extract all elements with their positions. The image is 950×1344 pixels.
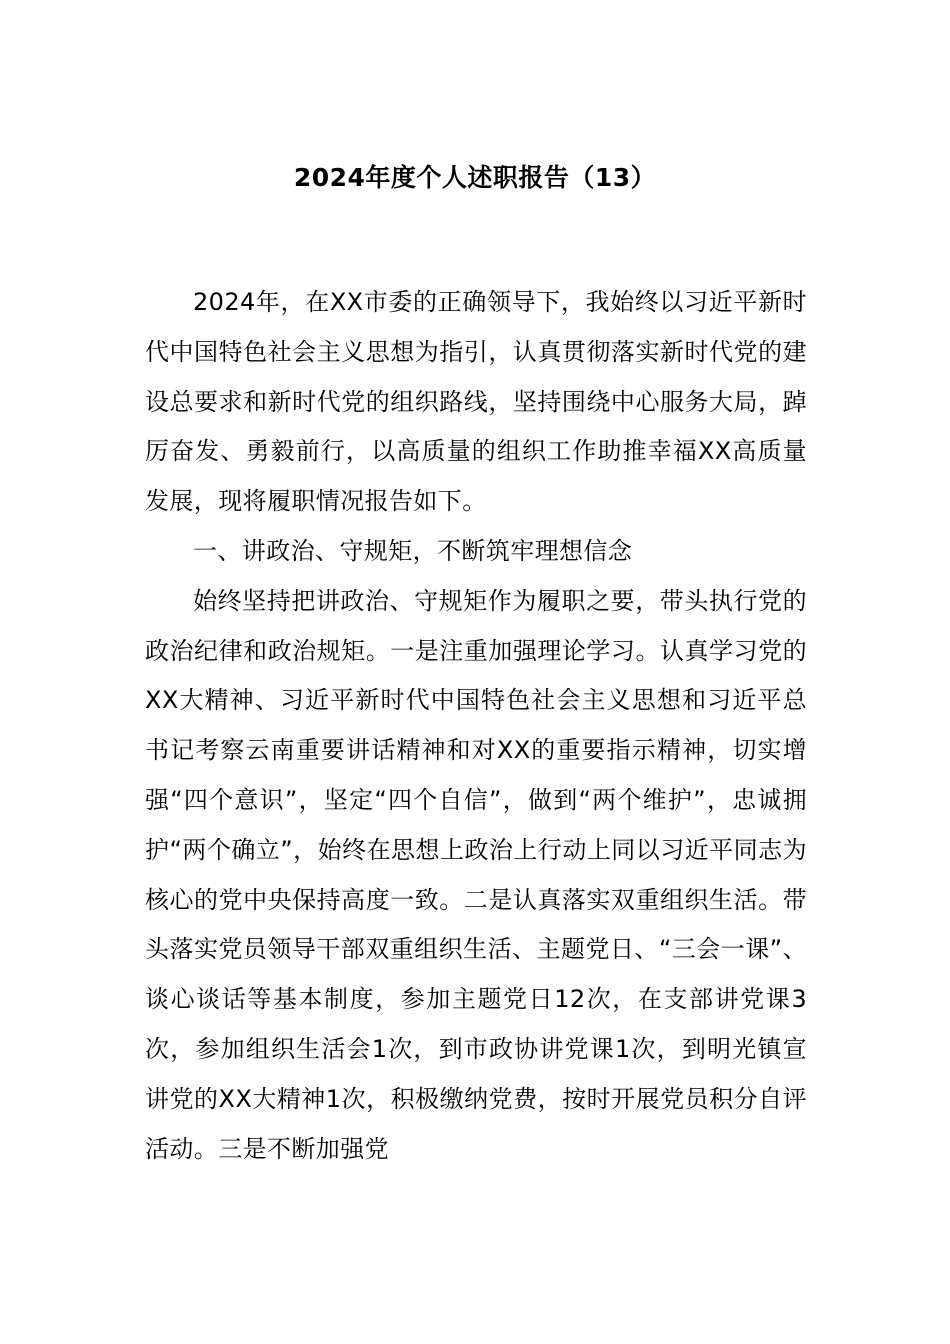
document-body	[145, 278, 807, 1174]
document-title: 2024年度个人述职报告（13）	[293, 163, 657, 192]
section-1-paragraph: 始终坚持把讲政治、守规矩作为履职之要，带头执行党的政治纪律和政治规矩。一是注重加强理论学习。认真学习党的XX大精神、习近平新时代中国特色社会主义思想和习近平总书记考察云南重要讲话精神和对XX的重要指示精神，切实增强“四个意识”，坚定“四个自信”，做到“两个维护”，忠诚拥护“两个确立”，始终在思想上政治上行动上同以习近平同志为核心的党中央保持高度一致。二是认真落实双重组织生活。带头落实党员领导干部双重组织生活、主题党日、“三会一课”、谈心谈话等基本制度，参加主题党日12次，在支部讲党课3次，参加组织生活会1次，到市政协讲党课1次，到明光镇宣讲党的XX大精神1次，积极缴纳党费，按时开展党员积分自评活动。三是不断加强党	[145, 586, 807, 1163]
section-heading-1: 一、讲政治、守规矩，不断筑牢理想信念	[193, 536, 633, 565]
intro-paragraph: 2024年，在XX市委的正确领导下，我始终以习近平新时代中国特色社会主义思想为指引，认真贯彻落实新时代党的建设总要求和新时代党的组织路线，坚持围绕中心服务大局，踔厉奋发、勇毅前行，以高质量的组织工作助推幸福XX高质量发展，现将履职情况报告如下。	[145, 288, 807, 516]
